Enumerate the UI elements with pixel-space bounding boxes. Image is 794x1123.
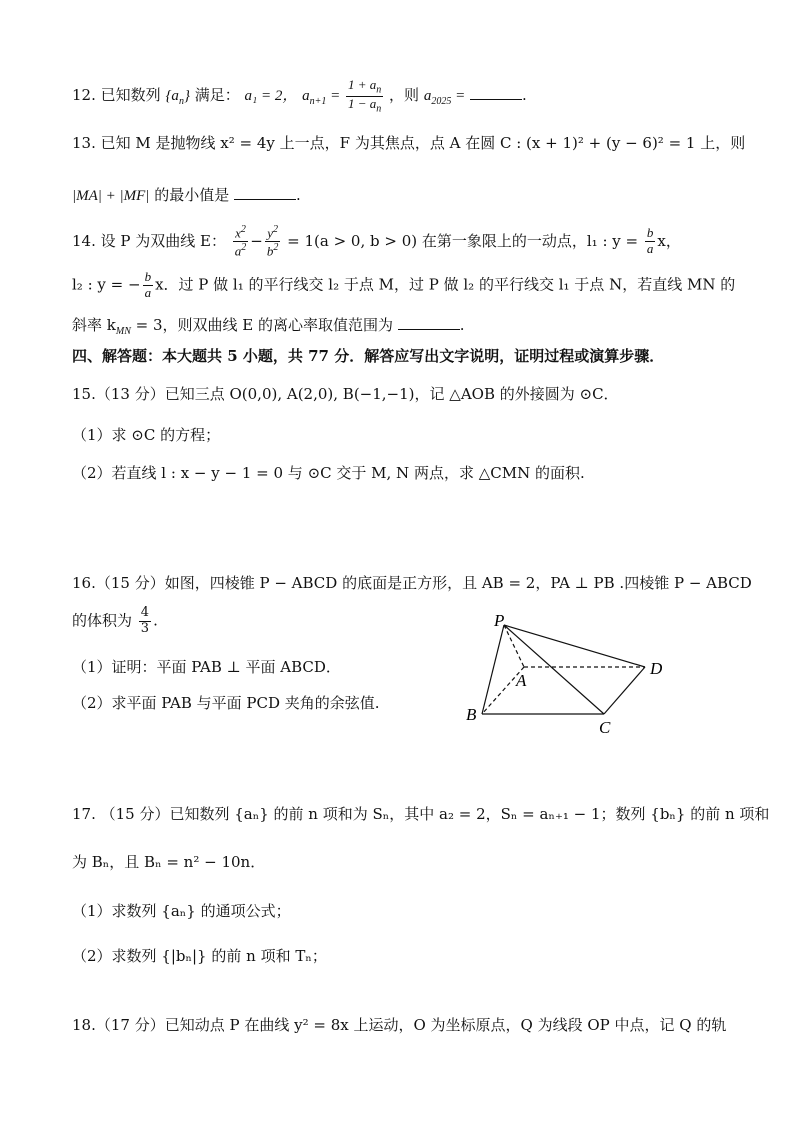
q14-text-b: = 1(a > 0, b > 0) 在第一象限上的一动点，l₁ : y = — [287, 231, 639, 250]
q15-part2: （2）若直线 l : x − y − 1 = 0 与 ⊙C 交于 M, N 两点，求 △CMN 的面积. — [72, 464, 585, 482]
q13-expr: |MA| + |MF| — [72, 188, 150, 204]
q17-part2: （2）求数列 {|bₙ|} 的前 n 项和 Tₙ； — [72, 947, 327, 965]
q17-part1: （1）求数列 {aₙ} 的通项公式； — [72, 902, 291, 920]
q14-l2-a: l₂ : y = − — [72, 275, 141, 294]
q16-head: 16.（15 分）如图，四棱锥 P − ABCD 的底面是正方形，且 AB = 2，PA ⊥ PB .四棱锥 P − ABCD — [72, 574, 752, 592]
q14-end: . — [459, 316, 465, 334]
edge-PA — [504, 625, 524, 667]
q12-recurrence: $a_{n+1}$ = $\frac{1 + a_n}{1 - a_n}$ — [302, 77, 382, 115]
edge-PB — [482, 625, 504, 714]
pyramid-figure — [462, 612, 692, 737]
label-D: D — [650, 659, 663, 678]
q18-line1: 18.（17 分）已知动点 P 在曲线 y² = 8x 上运动，O 为坐标原点，Q 为线段 OP 中点，记 Q 的轨 — [72, 1016, 727, 1034]
q12-a1: a₁ = 2， — [244, 88, 298, 105]
q17-line1: 17. （15 分）已知数列 {aₙ} 的前 n 项和为 Sₙ，其中 a₂ = 2，Sₙ = aₙ₊₁ − 1；数列 {bₙ} 的前 n 项和 — [72, 805, 770, 823]
section-4-heading: 四、解答题：本大题共 5 小题，共 77 分．解答应写出文字说明，证明过程或演算步骤． — [72, 347, 665, 365]
q13-line1: 已知 M 是抛物线 x² = 4y 上一点，F 为其焦点，点 A 在圆 C : (x + 1)² + (y − 6)² = 1 上，则 — [100, 134, 746, 152]
question-14: 14. 设 P 为双曲线 E： $\frac{x^2}{a^2}$ − $\frac{y^2}{b^2}$ = 1(a > 0, b > 0) 在第一象限上的一动点，l₁ : y = $\frac{b}{a}$ x， — [72, 224, 681, 259]
q12-number: 12. — [72, 86, 96, 105]
q12-answer-blank[interactable] — [470, 87, 522, 100]
q14-number: 14. — [72, 231, 96, 250]
q13-text: 的最小值是 — [154, 186, 230, 204]
edge-PD — [504, 625, 645, 667]
question-14-line2: l₂ : y = − $\frac{b}{a}$ x．过 P 做 l₁ 的平行线交 l₂ 于点 M，过 P 做 l₂ 的平行线交 l₁ 于点 N，若直线 MN 的 — [72, 269, 736, 300]
q16-part2: （2）求平面 PAB 与平面 PCD 夹角的余弦值. — [72, 694, 380, 712]
edge-CD — [604, 667, 645, 714]
q16-line2: 的体积为 $\frac{4}{3}$ . — [72, 605, 158, 636]
q12-seq: $\{a_n\}$ — [165, 88, 190, 108]
q14-l3-b: = 3，则双曲线 E 的离心率取值范围为 — [135, 316, 394, 334]
question-13-line2 — [72, 184, 734, 208]
q16-l2-b: . — [153, 611, 158, 630]
question-12 — [72, 78, 734, 115]
q12-target: $a_{2025}$ = — [423, 88, 466, 108]
question-14-line3 — [72, 314, 734, 340]
q15-part1: （1）求 ⊙C 的方程； — [72, 426, 221, 444]
question-13 — [72, 132, 746, 155]
q14-text-c: x， — [657, 231, 681, 250]
q14-text-a: 设 P 为双曲线 E： — [100, 231, 226, 250]
edge-PC — [504, 625, 604, 714]
q12-text-b: 满足： — [194, 86, 240, 105]
q13-number: 13. — [72, 134, 96, 152]
q16-l2-a: 的体积为 — [72, 611, 133, 630]
label-B: B — [466, 705, 477, 724]
q13-answer-blank[interactable] — [234, 187, 296, 200]
q12-end: . — [522, 86, 527, 105]
q14-l3-sub: MN — [115, 326, 131, 337]
q17-line2: 为 Bₙ，且 Bₙ = n² − 10n． — [72, 853, 266, 871]
q14-l2-b: x．过 P 做 l₁ 的平行线交 l₂ 于点 M，过 P 做 l₂ 的平行线交 l₁ 于点 N，若直线 MN 的 — [155, 275, 736, 294]
q14-answer-blank[interactable] — [398, 317, 460, 330]
q12-text-c: ，则 — [389, 86, 420, 105]
label-P: P — [494, 612, 505, 630]
q15-head: 15.（13 分）已知三点 O(0,0), A(2,0), B(−1,−1)，记 △AOB 的外接圆为 ⊙C． — [72, 385, 619, 403]
q13-end: . — [296, 186, 301, 204]
label-C: C — [599, 718, 611, 737]
q16-part1: （1）证明：平面 PAB ⊥ 平面 ABCD． — [72, 658, 341, 676]
q12-text-a: 已知数列 — [100, 86, 161, 105]
label-A: A — [516, 671, 527, 690]
q14-l3-a: 斜率 k — [72, 316, 116, 334]
